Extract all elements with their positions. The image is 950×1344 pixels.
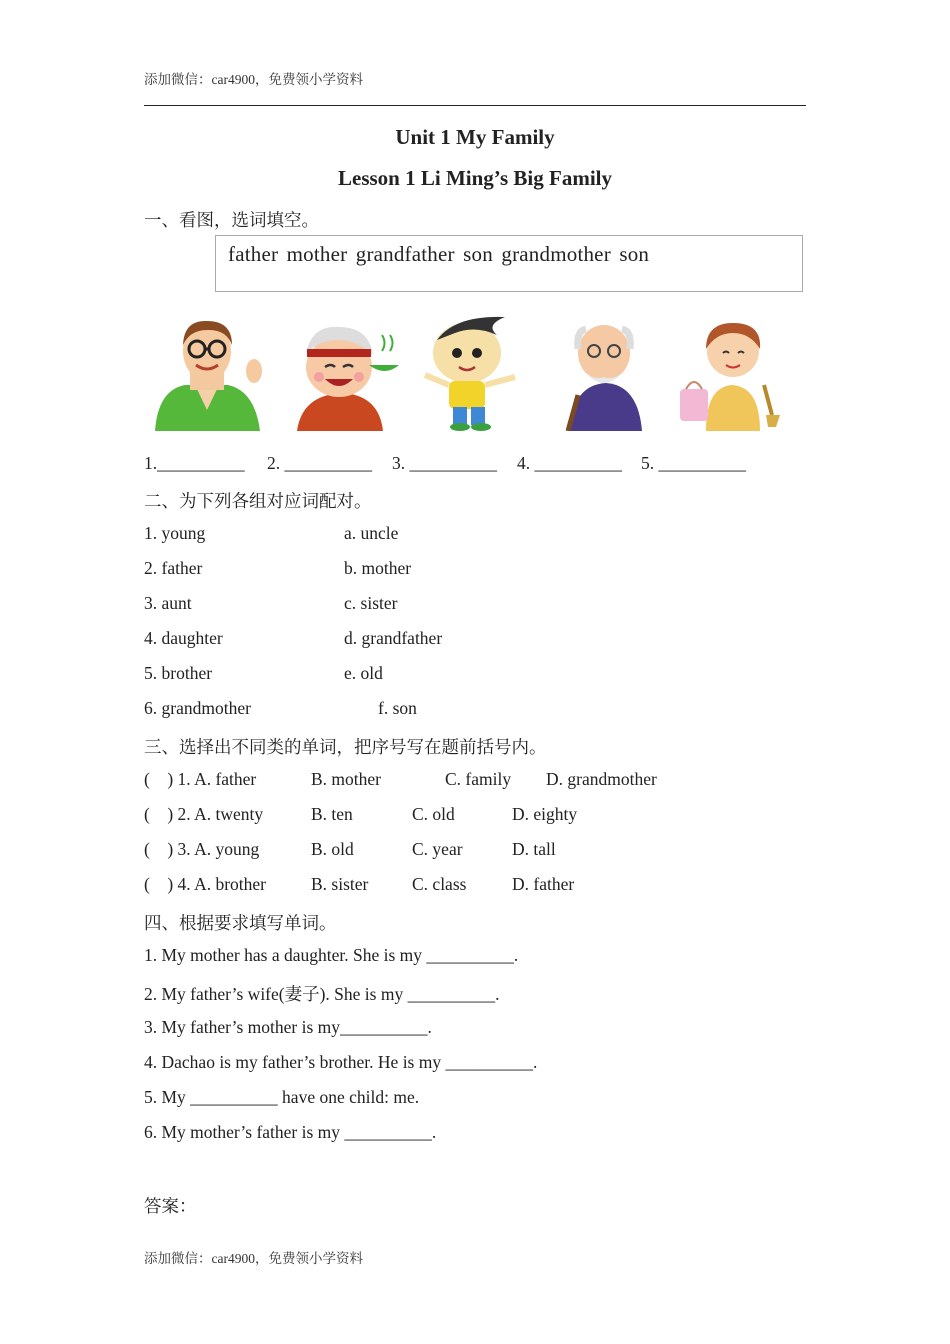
fill-item-5[interactable]: 5. My __________ have one child: me. — [144, 1087, 420, 1107]
choice-4-option-c: C. class — [412, 874, 467, 894]
word-bank-text: father mother grandfather son grandmother son — [228, 242, 650, 266]
choice-2-question[interactable]: ( ) 2. A. twenty — [144, 804, 264, 824]
choice-3-option-d: D. tall — [512, 839, 556, 859]
match-right-2: b. mother — [344, 558, 412, 578]
match-left-4: 4. daughter — [144, 628, 223, 648]
choice-4-option-d: D. father — [512, 874, 575, 894]
blank-4[interactable]: 4. __________ — [517, 453, 622, 473]
blank-3[interactable]: 3. __________ — [392, 453, 497, 473]
match-left-2: 2. father — [144, 558, 203, 578]
fill-item-4[interactable]: 4. Dachao is my father’s brother. He is my __________. — [144, 1052, 538, 1072]
match-right-1: a. uncle — [344, 523, 399, 543]
section1-heading: 一、看图，选词填空。 — [144, 210, 319, 230]
header-rule — [144, 105, 806, 106]
match-left-1: 1. young — [144, 523, 206, 543]
word-bank-box — [215, 235, 803, 292]
match-left-6: 6. grandmother — [144, 698, 251, 718]
section2-heading: 二、为下列各组对应词配对。 — [144, 491, 372, 511]
choice-2-option-d: D. eighty — [512, 804, 578, 824]
footer-note: 添加微信：car4900，免费领小学资料 — [144, 1251, 363, 1266]
man-with-glasses-icon — [150, 315, 265, 431]
choice-2-option-b: B. ten — [311, 804, 353, 824]
match-right-4: d. grandfather — [344, 628, 443, 648]
blank-5[interactable]: 5. __________ — [641, 453, 746, 473]
choice-1-option-c: C. family — [445, 769, 512, 789]
choice-3-option-b: B. old — [311, 839, 354, 859]
choice-1-option-d: D. grandmother — [546, 769, 657, 789]
answer-label: 答案： — [144, 1196, 197, 1216]
match-left-3: 3. aunt — [144, 593, 192, 613]
fill-item-2[interactable]: 2. My father’s wife(妻子). She is my __________. — [144, 984, 500, 1004]
fill-item-1[interactable]: 1. My mother has a daughter. She is my __________. — [144, 945, 519, 965]
match-right-3: c. sister — [344, 593, 398, 613]
section4-heading: 四、根据要求填写单词。 — [144, 913, 337, 933]
choice-2-option-c: C. old — [412, 804, 455, 824]
header-note: 添加微信：car4900，免费领小学资料 — [144, 72, 363, 87]
choice-4-question[interactable]: ( ) 4. A. brother — [144, 874, 266, 894]
unit-title: Unit 1 My Family — [395, 125, 555, 149]
choice-4-option-b: B. sister — [311, 874, 369, 894]
lesson-title: Lesson 1 Li Ming’s Big Family — [338, 166, 612, 190]
match-left-5: 5. brother — [144, 663, 213, 683]
fill-item-6[interactable]: 6. My mother’s father is my __________. — [144, 1122, 437, 1142]
boy-cartoon-icon — [415, 315, 525, 431]
match-right-6: f. son — [378, 698, 417, 718]
girl-with-bag-icon — [676, 315, 788, 431]
match-right-5: e. old — [344, 663, 383, 683]
grandfather-with-cane-icon — [558, 315, 653, 431]
choice-3-option-c: C. year — [412, 839, 463, 859]
blank-1[interactable]: 1.__________ — [144, 453, 245, 473]
old-woman-with-bowl-icon — [287, 315, 402, 431]
fill-item-3[interactable]: 3. My father’s mother is my__________. — [144, 1017, 432, 1037]
choice-1-option-b: B. mother — [311, 769, 381, 789]
choice-1-question[interactable]: ( ) 1. A. father — [144, 769, 257, 789]
section3-heading: 三、选择出不同类的单词，把序号写在题前括号内。 — [144, 737, 547, 757]
choice-3-question[interactable]: ( ) 3. A. young — [144, 839, 260, 859]
blank-2[interactable]: 2. __________ — [267, 453, 372, 473]
